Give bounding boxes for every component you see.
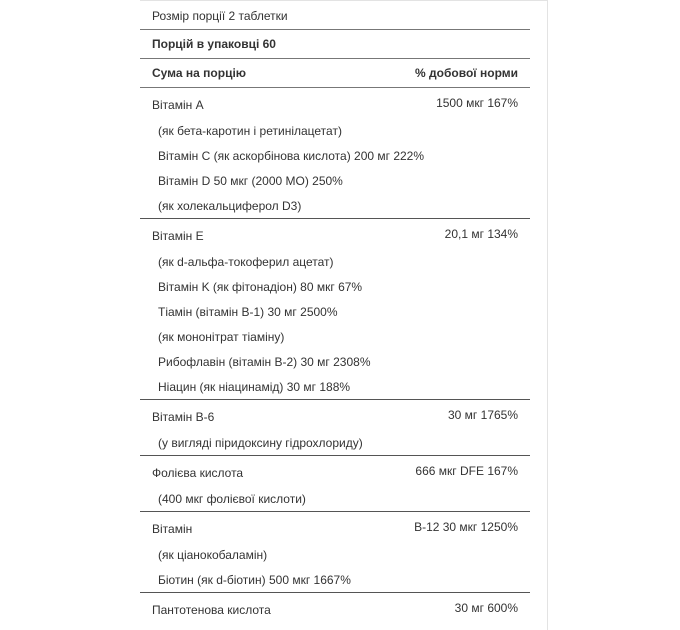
nutrient-value: B-12 30 мкг 1250% <box>390 512 530 543</box>
nutrient-detail-text: Вітамін K (як фітонадіон) 80 мкг 67% <box>158 279 363 294</box>
nutrient-detail-text: (400 мкг фолієвої кислоти) <box>158 491 306 506</box>
nutrient-value: 666 мкг DFE 167% <box>390 456 530 487</box>
nutrient-group-row <box>140 219 530 250</box>
nutrient-detail-row <box>140 324 530 349</box>
nutrient-name: Вітамін <box>140 512 390 543</box>
nutrient-group-row <box>140 593 530 624</box>
nutrient-detail-text: Вітамін С (як аскорбінова кислота) 200 мг 222% <box>158 148 425 163</box>
nutrient-detail-text: (як ціанокобаламін) <box>158 547 268 562</box>
nutrient-detail-text: Вітамін D 50 мкг (2000 МО) 250% <box>158 173 343 188</box>
servings-per-container: Порцій в упаковці 60 <box>140 30 530 59</box>
nutrient-group-row <box>140 512 530 543</box>
nutrient-name: Фолієва кислота <box>140 456 390 487</box>
nutrient-detail-row <box>140 430 530 456</box>
nutrient-detail-row <box>140 299 530 324</box>
nutrient-detail-text: (як d-альфа-токоферил ацетат) <box>158 254 334 269</box>
nutrient-detail-text: Тіамін (вітамін B-1) 30 мг 2500% <box>158 304 338 319</box>
nutrient-name: Вітамін B-6 <box>140 400 390 431</box>
table-header-row <box>140 59 530 88</box>
nutrient-detail-text: (як бета-каротин і ретинілацетат) <box>158 123 342 138</box>
nutrient-name: Вітамін А <box>140 88 390 119</box>
nutrient-detail-row <box>140 193 530 219</box>
nutrient-group-row <box>140 400 530 431</box>
nutrient-detail-row <box>140 249 530 274</box>
nutrient-detail-row <box>140 118 530 143</box>
nutrient-group-row <box>140 456 530 487</box>
header-amount-per-serving: Сума на порцію <box>140 59 390 88</box>
nutrient-detail-text: Рибофлавін (вітамін B-2) 30 мг 2308% <box>158 354 371 369</box>
nutrient-detail-row <box>140 349 530 374</box>
supplement-facts-table <box>140 1 530 623</box>
header-daily-value: % добової норми <box>390 59 530 88</box>
nutrient-value: 30 мг 600% <box>390 593 530 624</box>
nutrient-detail-row <box>140 374 530 400</box>
serving-size: Розмір порції 2 таблетки <box>152 9 288 23</box>
nutrient-value: 1500 мкг 167% <box>390 88 530 119</box>
nutrient-detail-text: (у вигляді піридоксину гідрохлориду) <box>158 435 363 450</box>
nutrient-detail-row <box>140 143 530 168</box>
supplement-facts-panel <box>140 0 548 630</box>
nutrient-name: Вітамін Е <box>140 219 390 250</box>
nutrient-detail-row <box>140 168 530 193</box>
nutrient-group-row <box>140 88 530 119</box>
nutrient-name: Пантотенова кислота <box>140 593 390 624</box>
nutrient-value: 20,1 мг 134% <box>390 219 530 250</box>
nutrient-detail-text: Ніацин (як ніацинамід) 30 мг 188% <box>158 379 351 394</box>
nutrient-detail-row <box>140 274 530 299</box>
serving-size-row <box>140 1 530 30</box>
nutrient-detail-text: Біотин (як d-біотин) 500 мкг 1667% <box>158 572 351 587</box>
nutrient-detail-text: (як мононітрат тіаміну) <box>158 329 285 344</box>
nutrient-detail-row <box>140 542 530 567</box>
nutrient-detail-row <box>140 567 530 593</box>
nutrient-value: 30 мг 1765% <box>390 400 530 431</box>
servings-per-container-row <box>140 30 530 59</box>
nutrient-detail-text: (як холекальциферол D3) <box>158 198 302 213</box>
nutrient-detail-row <box>140 486 530 512</box>
